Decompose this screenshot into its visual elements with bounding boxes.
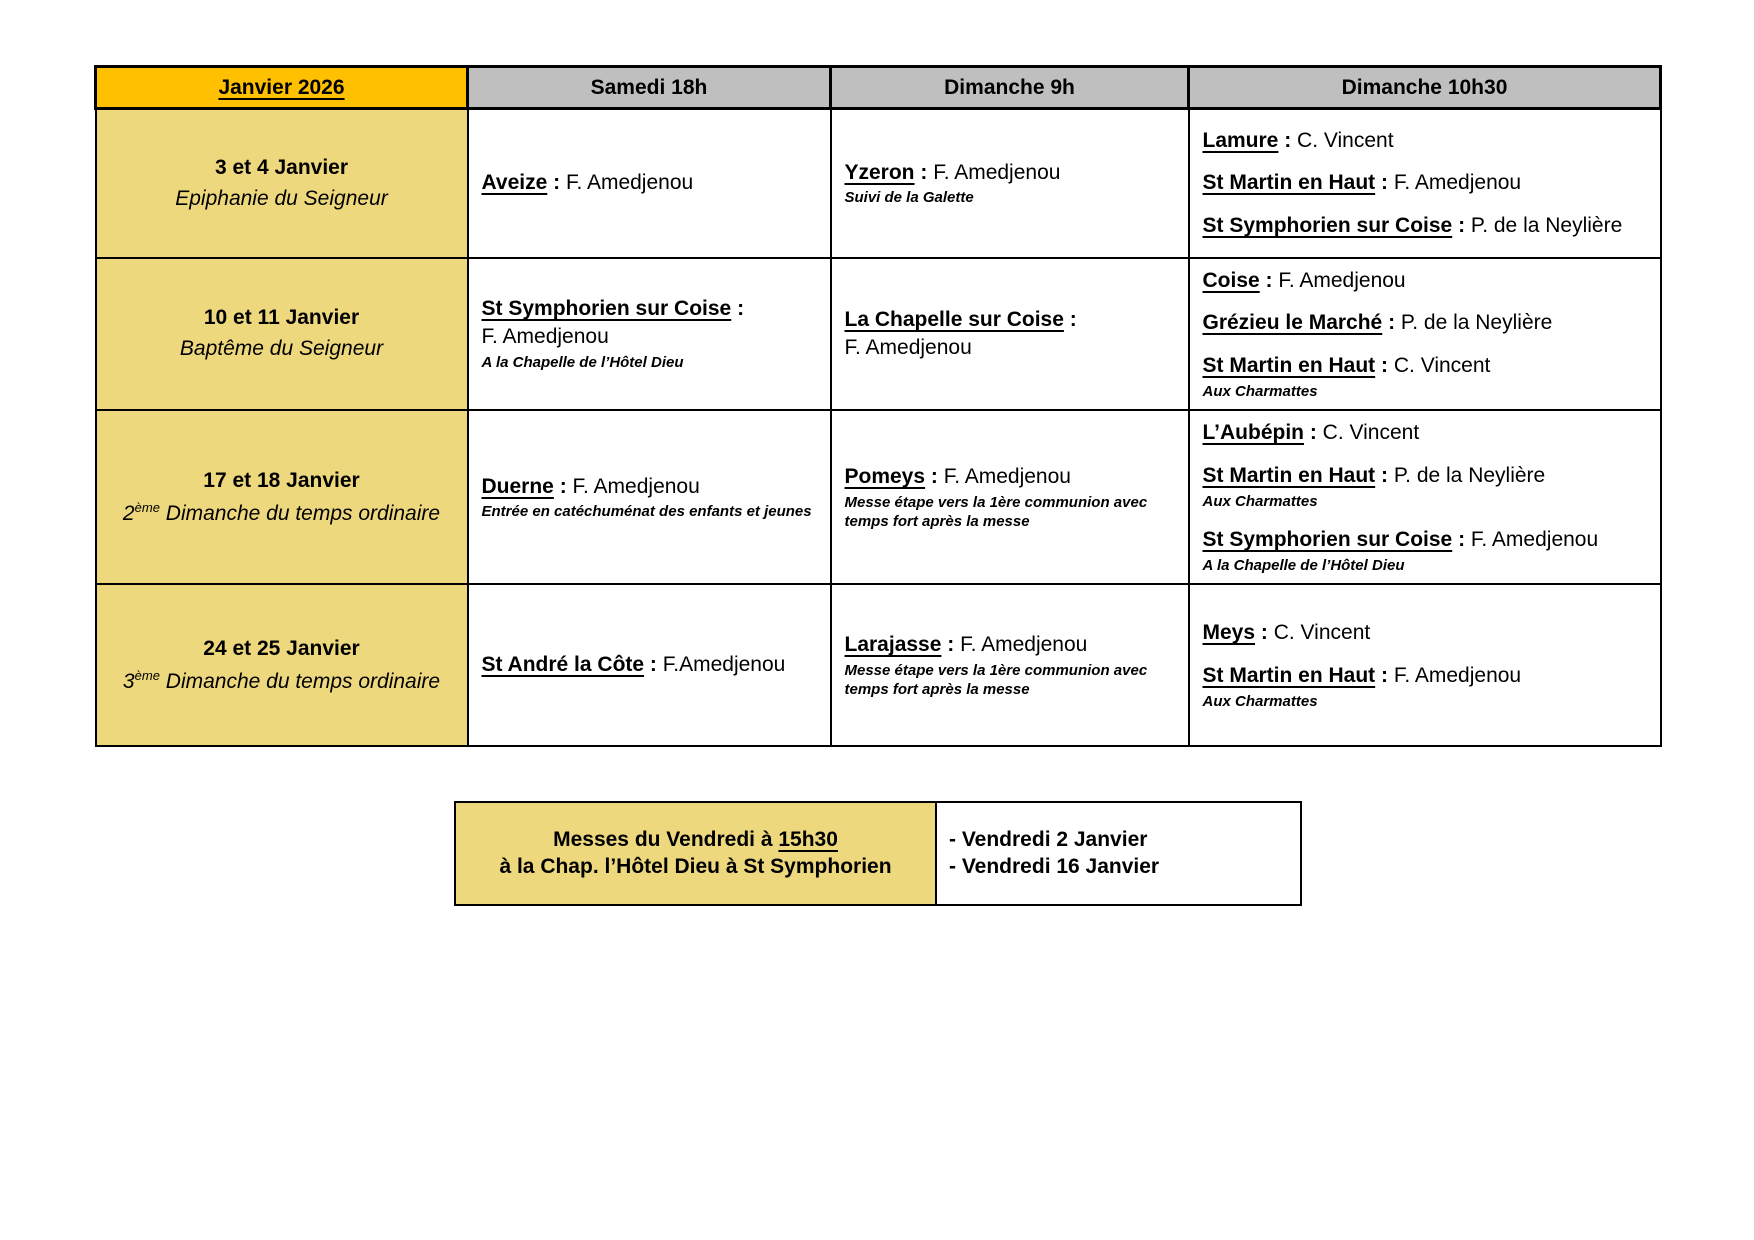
samedi-cell <box>468 584 831 746</box>
place-name: Lamure <box>1202 128 1279 152</box>
dimanche-9h-cell <box>831 109 1189 258</box>
colon-separator: : <box>941 632 961 656</box>
mass-entry <box>482 651 818 679</box>
celebrant-name: F. Amedjenou <box>1470 528 1599 552</box>
colon-separator: : <box>1255 621 1274 645</box>
mass-entry <box>1203 212 1648 240</box>
colon-separator: : <box>1063 308 1077 332</box>
celebrant-name: C. Vincent <box>1322 421 1420 445</box>
place-name: Larajasse <box>844 632 942 656</box>
place-name: Meys <box>1202 621 1256 645</box>
celebrant-name: F. Amedjenou <box>1278 268 1406 292</box>
dimanche-9h-cell <box>831 410 1189 584</box>
friday-masses-dates <box>937 801 1302 906</box>
colon-separator: : <box>914 160 934 184</box>
colon-separator: : <box>644 653 663 677</box>
colon-separator: : <box>1375 664 1394 688</box>
mass-entry <box>1203 662 1648 711</box>
dimanche-10h30-cell <box>1189 584 1661 746</box>
colon-separator: : <box>553 474 573 498</box>
colon-separator: : <box>731 297 745 321</box>
celebrant-name: C. Vincent <box>1273 621 1371 645</box>
feast-label: Baptême du Seigneur <box>179 337 384 361</box>
colon-separator: : <box>1375 171 1394 195</box>
place-name: Pomeys <box>844 464 926 488</box>
colon-separator: : <box>1375 353 1394 377</box>
header-row <box>96 67 1661 109</box>
celebrant-name: F. Amedjenou <box>481 325 609 349</box>
colon-separator: : <box>1452 528 1471 552</box>
entry-note: Messe étape vers la 1ère communion avec temps fort après la messe <box>844 493 1148 531</box>
date-cell <box>96 584 468 746</box>
celebrant-name: F. Amedjenou <box>960 632 1088 656</box>
celebrant-name: F. Amedjenou <box>565 171 694 195</box>
place-name: St Martin en Haut <box>1202 353 1376 377</box>
friday-masses-box <box>454 801 1302 906</box>
place-name: St Martin en Haut <box>1202 463 1376 487</box>
time-header: Dimanche 10h30 <box>1189 67 1661 109</box>
samedi-cell <box>468 410 831 584</box>
colon-separator: : <box>1278 128 1298 152</box>
date-cell <box>96 258 468 411</box>
celebrant-name: P. de la Neylière <box>1393 463 1546 487</box>
entry-note: Aux Charmattes <box>1202 382 1318 400</box>
schedule-row <box>96 584 1661 746</box>
month-header <box>96 67 468 109</box>
friday-date-item: - Vendredi 2 Janvier <box>949 827 1148 851</box>
colon-separator: : <box>1259 268 1279 292</box>
celebrant-name: F. Amedjenou <box>844 335 972 359</box>
mass-entry <box>482 295 818 372</box>
time-header: Dimanche 9h <box>831 67 1189 109</box>
friday-masses-line2: à la Chap. l’Hôtel Dieu à St Symphorien <box>499 854 892 878</box>
place-name: La Chapelle sur Coise <box>844 308 1064 332</box>
schedule-row <box>96 109 1661 258</box>
colon-separator: : <box>547 171 566 195</box>
colon-separator: : <box>925 464 944 488</box>
friday-time: 15h30 <box>778 827 838 851</box>
entry-note: A la Chapelle de l’Hôtel Dieu <box>1202 556 1405 574</box>
entry-note: Messe étape vers la 1ère communion avec temps fort après la messe <box>844 661 1148 699</box>
friday-masses-title <box>454 801 937 906</box>
date-cell <box>96 109 468 258</box>
entry-note: Suivi de la Galette <box>844 189 974 207</box>
colon-separator: : <box>1452 214 1471 238</box>
feast-label: Epiphanie du Seigneur <box>175 186 388 210</box>
place-name: Yzeron <box>844 160 915 184</box>
place-name: St André la Côte <box>481 653 645 677</box>
colon-separator: : <box>1304 421 1323 445</box>
dimanche-10h30-cell <box>1189 109 1661 258</box>
mass-entry <box>1203 169 1648 197</box>
mass-entry <box>845 306 1176 361</box>
schedule-row <box>96 410 1661 584</box>
friday-date-item: - Vendredi 16 Janvier <box>949 854 1160 878</box>
entry-note: Entrée en catéchuménat des enfants et jeunes <box>481 503 812 521</box>
celebrant-name: F. Amedjenou <box>572 474 700 498</box>
schedule-row <box>96 258 1661 411</box>
mass-entry <box>1203 419 1648 447</box>
celebrant-name: P. de la Neylière <box>1400 311 1553 335</box>
dimanche-9h-cell <box>831 258 1189 411</box>
colon-separator: : <box>1375 463 1394 487</box>
date-label: 24 et 25 Janvier <box>203 636 360 660</box>
feast-label: 2ème Dimanche du temps ordinaire <box>122 499 441 525</box>
time-header: Samedi 18h <box>468 67 831 109</box>
colon-separator: : <box>1382 311 1401 335</box>
mass-entry <box>482 169 818 197</box>
date-label: 17 et 18 Janvier <box>203 468 360 492</box>
celebrant-name: F.Amedjenou <box>662 653 786 677</box>
samedi-cell <box>468 258 831 411</box>
celebrant-name: F. Amedjenou <box>1393 171 1522 195</box>
mass-entry <box>1203 462 1648 511</box>
mass-entry <box>845 631 1176 700</box>
date-label: 3 et 4 Janvier <box>214 155 349 179</box>
samedi-cell <box>468 109 831 258</box>
celebrant-name: C. Vincent <box>1393 353 1491 377</box>
date-cell <box>96 410 468 584</box>
celebrant-name: F. Amedjenou <box>933 160 1061 184</box>
celebrant-name: C. Vincent <box>1297 128 1394 152</box>
feast-label: 3ème Dimanche du temps ordinaire <box>122 667 441 693</box>
celebrant-name: F. Amedjenou <box>943 464 1071 488</box>
date-label: 10 et 11 Janvier <box>203 306 360 330</box>
mass-entry <box>1203 309 1648 337</box>
mass-entry <box>1203 127 1648 155</box>
dimanche-9h-cell <box>831 584 1189 746</box>
place-name: St Symphorien sur Coise <box>1202 528 1453 552</box>
dimanche-10h30-cell <box>1189 410 1661 584</box>
celebrant-name: P. de la Neylière <box>1470 214 1623 238</box>
entry-note: A la Chapelle de l’Hôtel Dieu <box>481 353 684 371</box>
place-name: Coise <box>1202 268 1260 292</box>
place-name: Grézieu le Marché <box>1202 311 1383 335</box>
place-name: St Symphorien sur Coise <box>481 297 732 321</box>
place-name: L’Aubépin <box>1202 421 1304 445</box>
friday-masses-line1: Messes du Vendredi à 15h30 <box>553 827 838 851</box>
mass-entry <box>1203 352 1648 401</box>
place-name: Duerne <box>481 474 554 498</box>
mass-entry <box>482 473 818 522</box>
entry-note: Aux Charmattes <box>1202 692 1318 710</box>
place-name: Aveize <box>481 171 548 195</box>
place-name: St Martin en Haut <box>1202 171 1376 195</box>
mass-entry <box>1203 267 1648 295</box>
mass-entry <box>845 159 1176 208</box>
mass-schedule-table <box>94 65 1662 747</box>
dimanche-10h30-cell <box>1189 258 1661 411</box>
mass-entry <box>1203 526 1648 575</box>
entry-note: Aux Charmattes <box>1202 492 1318 510</box>
month-header-label: Janvier 2026 <box>218 75 345 99</box>
mass-entry <box>1203 619 1648 647</box>
place-name: St Martin en Haut <box>1202 664 1376 688</box>
celebrant-name: F. Amedjenou <box>1393 664 1522 688</box>
mass-entry <box>845 463 1176 532</box>
place-name: St Symphorien sur Coise <box>1202 214 1453 238</box>
